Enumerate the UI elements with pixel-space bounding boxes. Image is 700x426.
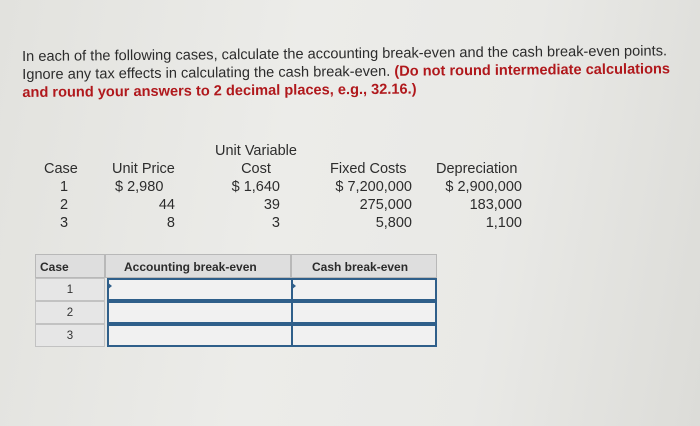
given-row-3-unit-price: 8 <box>166 215 175 231</box>
given-row-3-depreciation: 1,100 <box>485 215 522 231</box>
accounting-break-even-input-2[interactable] <box>107 301 293 324</box>
given-row-3-case: 3 <box>60 215 69 231</box>
answer-table <box>35 254 439 348</box>
header-case: Case <box>44 161 78 177</box>
given-row-1-unit-variable-cost: $ 1,640 <box>231 179 280 195</box>
given-row-3-fixed-costs: 5,800 <box>375 215 412 231</box>
header-depreciation: Depreciation <box>436 161 518 177</box>
answer-header-accounting: Accounting break-even <box>105 254 291 278</box>
given-row-2-unit-variable-cost: 39 <box>263 197 280 213</box>
instructions-text: In each of the following cases, calculate the accounting break-even and the cash break-even points. Ignore any tax effects in calculating the cash break-even. <box>22 43 668 83</box>
given-row-2-fixed-costs: 275,000 <box>359 197 412 213</box>
header-fixed-costs: Fixed Costs <box>330 161 407 177</box>
header-unit-variable-line1: Unit Variable <box>215 143 297 159</box>
given-row-2-depreciation: 183,000 <box>469 197 522 213</box>
instructions-rounding-note: (Do not round intermediate calculations and round your answers to 2 decimal places, e.g., 32.16.) <box>22 61 671 101</box>
accounting-break-even-input-3[interactable] <box>107 324 293 347</box>
answer-header-cash: Cash break-even <box>291 254 437 278</box>
header-unit-price: Unit Price <box>112 161 175 177</box>
answer-row-3-case: 3 <box>35 324 105 347</box>
given-row-3-unit-variable-cost: 3 <box>271 215 280 231</box>
cash-break-even-input-1[interactable] <box>291 278 437 301</box>
given-row-1-unit-price: $ 2,980 <box>115 179 164 195</box>
question-instructions <box>22 42 682 102</box>
header-unit-variable-line2: Cost <box>241 161 271 177</box>
answer-row-1-case: 1 <box>35 278 105 301</box>
input-marker-icon <box>291 282 296 290</box>
given-row-2-case: 2 <box>60 197 69 213</box>
cash-break-even-input-3[interactable] <box>291 324 437 347</box>
answer-row-2-case: 2 <box>35 301 105 324</box>
accounting-break-even-input-1[interactable] <box>107 278 293 301</box>
given-data-table <box>40 140 540 240</box>
given-row-1-fixed-costs: $ 7,200,000 <box>335 179 412 195</box>
given-row-1-depreciation: $ 2,900,000 <box>445 179 522 195</box>
given-row-2-unit-price: 44 <box>158 197 175 213</box>
cash-break-even-input-2[interactable] <box>291 301 437 324</box>
given-row-1-case: 1 <box>60 179 69 195</box>
input-marker-icon <box>107 282 112 290</box>
answer-header-case: Case <box>35 254 105 278</box>
